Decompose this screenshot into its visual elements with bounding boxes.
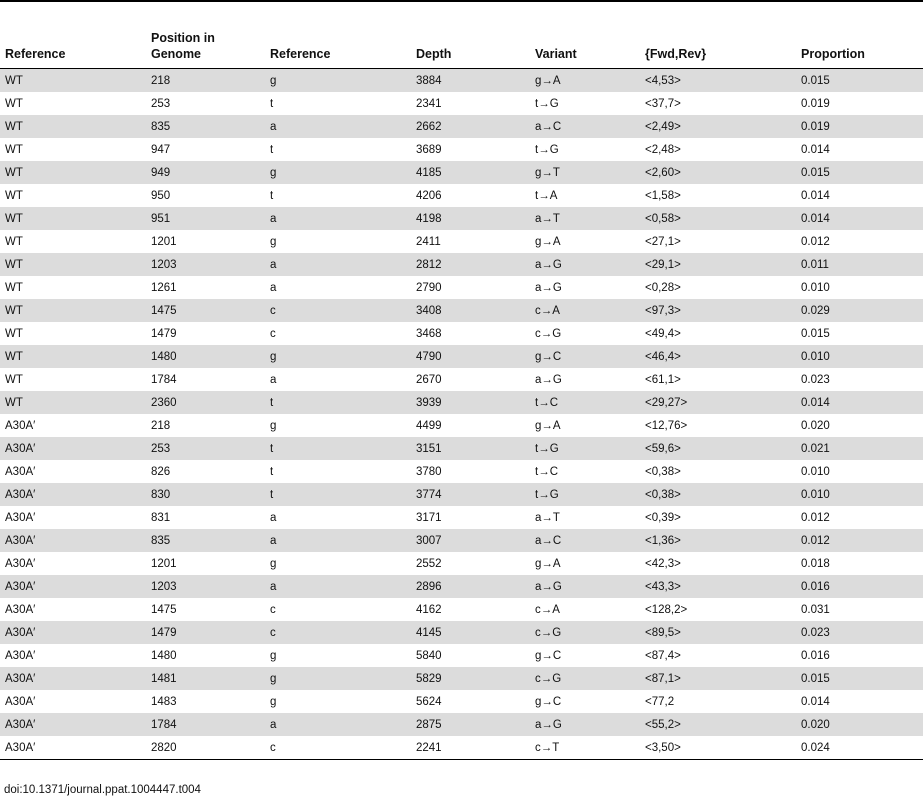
cell-fwd-rev: <42,3>: [640, 552, 796, 575]
cell-depth: 3171: [411, 506, 530, 529]
table-row: [0, 529, 923, 552]
variant-table-container: [0, 2, 923, 760]
table-row: [0, 460, 923, 483]
cell-fwd-rev: <1,36>: [640, 529, 796, 552]
cell-proportion: 0.014: [796, 184, 923, 207]
cell-variant: t→A: [530, 184, 640, 207]
cell-reference-base: a: [265, 506, 411, 529]
header-reference: Reference: [5, 47, 66, 61]
cell-depth: 4790: [411, 345, 530, 368]
cell-variant: a→G: [530, 575, 640, 598]
cell-reference-base: g: [265, 69, 411, 93]
table-row: [0, 368, 923, 391]
table-row: [0, 207, 923, 230]
cell-proportion: 0.020: [796, 713, 923, 736]
cell-fwd-rev: <97,3>: [640, 299, 796, 322]
table-row: [0, 414, 923, 437]
cell-proportion: 0.010: [796, 345, 923, 368]
cell-reference: WT: [0, 391, 146, 414]
cell-reference-base: a: [265, 253, 411, 276]
cell-reference-base: t: [265, 437, 411, 460]
cell-proportion: 0.016: [796, 644, 923, 667]
cell-fwd-rev: <46,4>: [640, 345, 796, 368]
cell-variant: g→C: [530, 345, 640, 368]
cell-reference: WT: [0, 115, 146, 138]
cell-proportion: 0.023: [796, 368, 923, 391]
table-row: [0, 322, 923, 345]
cell-proportion: 0.015: [796, 69, 923, 93]
cell-fwd-rev: <128,2>: [640, 598, 796, 621]
cell-reference: WT: [0, 230, 146, 253]
cell-reference-base: a: [265, 529, 411, 552]
cell-reference-base: c: [265, 598, 411, 621]
header-row: [0, 30, 923, 69]
cell-reference: A30A′: [0, 667, 146, 690]
cell-proportion: 0.012: [796, 506, 923, 529]
cell-proportion: 0.019: [796, 115, 923, 138]
cell-reference: A30A′: [0, 690, 146, 713]
cell-depth: 2411: [411, 230, 530, 253]
cell-depth: 5840: [411, 644, 530, 667]
cell-depth: 3151: [411, 437, 530, 460]
cell-fwd-rev: <0,28>: [640, 276, 796, 299]
cell-reference: WT: [0, 184, 146, 207]
cell-position: 1475: [146, 598, 265, 621]
cell-position: 950: [146, 184, 265, 207]
cell-reference: WT: [0, 161, 146, 184]
cell-depth: 2812: [411, 253, 530, 276]
cell-variant: g→T: [530, 161, 640, 184]
cell-variant: c→G: [530, 621, 640, 644]
cell-position: 1261: [146, 276, 265, 299]
cell-reference-base: g: [265, 667, 411, 690]
cell-position: 1483: [146, 690, 265, 713]
cell-proportion: 0.010: [796, 483, 923, 506]
cell-position: 253: [146, 92, 265, 115]
cell-reference: A30A′: [0, 713, 146, 736]
cell-fwd-rev: <89,5>: [640, 621, 796, 644]
cell-proportion: 0.015: [796, 667, 923, 690]
cell-fwd-rev: <4,53>: [640, 69, 796, 93]
table-header: [0, 2, 923, 69]
cell-variant: a→C: [530, 115, 640, 138]
cell-depth: 4145: [411, 621, 530, 644]
cell-variant: g→A: [530, 552, 640, 575]
cell-depth: 4198: [411, 207, 530, 230]
cell-proportion: 0.014: [796, 138, 923, 161]
cell-depth: 4185: [411, 161, 530, 184]
cell-reference: A30A′: [0, 437, 146, 460]
cell-reference: A30A′: [0, 552, 146, 575]
cell-fwd-rev: <3,50>: [640, 736, 796, 759]
cell-reference: A30A′: [0, 529, 146, 552]
cell-reference-base: t: [265, 483, 411, 506]
cell-reference-base: g: [265, 345, 411, 368]
cell-reference-base: a: [265, 207, 411, 230]
cell-fwd-rev: <55,2>: [640, 713, 796, 736]
cell-proportion: 0.010: [796, 460, 923, 483]
bottom-rule: [0, 759, 923, 760]
cell-depth: 4499: [411, 414, 530, 437]
variant-table: [0, 2, 923, 759]
cell-fwd-rev: <0,39>: [640, 506, 796, 529]
cell-proportion: 0.015: [796, 161, 923, 184]
cell-reference-base: t: [265, 92, 411, 115]
cell-fwd-rev: <12,76>: [640, 414, 796, 437]
cell-proportion: 0.018: [796, 552, 923, 575]
cell-position: 947: [146, 138, 265, 161]
table-row: [0, 667, 923, 690]
cell-variant: a→G: [530, 276, 640, 299]
cell-variant: g→A: [530, 230, 640, 253]
table-row: [0, 230, 923, 253]
cell-reference-base: t: [265, 460, 411, 483]
cell-variant: g→A: [530, 414, 640, 437]
cell-position: 253: [146, 437, 265, 460]
header-position-label: Position in Genome: [151, 31, 215, 61]
cell-position: 1479: [146, 322, 265, 345]
cell-reference: A30A′: [0, 644, 146, 667]
table-body: [0, 69, 923, 760]
cell-reference-base: g: [265, 414, 411, 437]
cell-reference-base: g: [265, 161, 411, 184]
cell-position: 1480: [146, 644, 265, 667]
cell-depth: 3468: [411, 322, 530, 345]
table-row: [0, 276, 923, 299]
header-proportion: Proportion: [801, 47, 865, 61]
cell-variant: a→T: [530, 207, 640, 230]
header-variant: Variant: [535, 47, 577, 61]
cell-position: 835: [146, 115, 265, 138]
cell-fwd-rev: <29,1>: [640, 253, 796, 276]
cell-fwd-rev: <77,2: [640, 690, 796, 713]
table-row: [0, 138, 923, 161]
cell-depth: 3774: [411, 483, 530, 506]
cell-depth: 2896: [411, 575, 530, 598]
cell-variant: a→G: [530, 368, 640, 391]
cell-fwd-rev: <1,58>: [640, 184, 796, 207]
table-row: [0, 161, 923, 184]
cell-depth: 3007: [411, 529, 530, 552]
cell-reference: WT: [0, 276, 146, 299]
cell-reference-base: a: [265, 276, 411, 299]
table-row: [0, 253, 923, 276]
table-row: [0, 299, 923, 322]
cell-reference: A30A′: [0, 483, 146, 506]
cell-fwd-rev: <87,4>: [640, 644, 796, 667]
table-row: [0, 713, 923, 736]
cell-proportion: 0.012: [796, 529, 923, 552]
cell-proportion: 0.029: [796, 299, 923, 322]
header-reference-base: Reference: [270, 47, 331, 61]
cell-variant: a→G: [530, 713, 640, 736]
cell-reference: WT: [0, 69, 146, 93]
cell-variant: a→C: [530, 529, 640, 552]
cell-proportion: 0.024: [796, 736, 923, 759]
table-row: [0, 690, 923, 713]
cell-depth: 3939: [411, 391, 530, 414]
cell-depth: 3780: [411, 460, 530, 483]
cell-fwd-rev: <0,58>: [640, 207, 796, 230]
cell-proportion: 0.014: [796, 391, 923, 414]
cell-reference: A30A′: [0, 460, 146, 483]
cell-fwd-rev: <43,3>: [640, 575, 796, 598]
cell-reference: A30A′: [0, 598, 146, 621]
cell-depth: 2670: [411, 368, 530, 391]
cell-variant: c→A: [530, 598, 640, 621]
cell-depth: 5829: [411, 667, 530, 690]
table-row: [0, 345, 923, 368]
cell-reference-base: c: [265, 299, 411, 322]
cell-reference-base: a: [265, 115, 411, 138]
table-row: [0, 644, 923, 667]
cell-depth: 2790: [411, 276, 530, 299]
cell-reference-base: c: [265, 621, 411, 644]
cell-reference-base: g: [265, 690, 411, 713]
cell-depth: 3689: [411, 138, 530, 161]
cell-depth: 4206: [411, 184, 530, 207]
table-row: [0, 184, 923, 207]
cell-proportion: 0.010: [796, 276, 923, 299]
cell-reference: A30A′: [0, 621, 146, 644]
cell-reference: WT: [0, 138, 146, 161]
cell-position: 1480: [146, 345, 265, 368]
cell-fwd-rev: <2,48>: [640, 138, 796, 161]
table-row: [0, 506, 923, 529]
cell-position: 835: [146, 529, 265, 552]
cell-position: 1479: [146, 621, 265, 644]
table-row: [0, 92, 923, 115]
cell-variant: t→G: [530, 92, 640, 115]
cell-depth: 2662: [411, 115, 530, 138]
cell-position: 949: [146, 161, 265, 184]
cell-fwd-rev: <59,6>: [640, 437, 796, 460]
cell-reference-base: a: [265, 713, 411, 736]
cell-proportion: 0.020: [796, 414, 923, 437]
cell-reference-base: c: [265, 736, 411, 759]
cell-proportion: 0.011: [796, 253, 923, 276]
cell-fwd-rev: <0,38>: [640, 483, 796, 506]
header-depth: Depth: [416, 47, 452, 61]
cell-fwd-rev: <87,1>: [640, 667, 796, 690]
cell-variant: a→G: [530, 253, 640, 276]
cell-proportion: 0.014: [796, 207, 923, 230]
cell-variant: c→A: [530, 299, 640, 322]
table-row: [0, 115, 923, 138]
cell-reference-base: c: [265, 322, 411, 345]
table-row: [0, 391, 923, 414]
cell-proportion: 0.023: [796, 621, 923, 644]
cell-fwd-rev: <2,49>: [640, 115, 796, 138]
cell-depth: 3884: [411, 69, 530, 93]
cell-position: 1784: [146, 713, 265, 736]
cell-reference: A30A′: [0, 414, 146, 437]
cell-fwd-rev: <49,4>: [640, 322, 796, 345]
cell-proportion: 0.015: [796, 322, 923, 345]
cell-depth: 2875: [411, 713, 530, 736]
cell-reference-base: t: [265, 184, 411, 207]
table-row: [0, 598, 923, 621]
cell-variant: t→G: [530, 483, 640, 506]
table-row: [0, 736, 923, 759]
cell-position: 831: [146, 506, 265, 529]
cell-proportion: 0.016: [796, 575, 923, 598]
table-row: [0, 437, 923, 460]
cell-reference-base: g: [265, 552, 411, 575]
cell-variant: c→G: [530, 667, 640, 690]
cell-reference: WT: [0, 368, 146, 391]
cell-depth: 3408: [411, 299, 530, 322]
cell-reference: A30A′: [0, 575, 146, 598]
table-row: [0, 483, 923, 506]
cell-variant: t→C: [530, 391, 640, 414]
cell-fwd-rev: <2,60>: [640, 161, 796, 184]
cell-position: 1203: [146, 575, 265, 598]
cell-proportion: 0.019: [796, 92, 923, 115]
cell-depth: 2552: [411, 552, 530, 575]
cell-reference-base: a: [265, 368, 411, 391]
cell-reference-base: t: [265, 391, 411, 414]
cell-reference: WT: [0, 92, 146, 115]
cell-variant: a→T: [530, 506, 640, 529]
table-row: [0, 552, 923, 575]
cell-depth: 2241: [411, 736, 530, 759]
cell-position: 218: [146, 414, 265, 437]
cell-proportion: 0.012: [796, 230, 923, 253]
cell-variant: t→G: [530, 138, 640, 161]
cell-reference-base: g: [265, 230, 411, 253]
cell-fwd-rev: <27,1>: [640, 230, 796, 253]
cell-position: 2360: [146, 391, 265, 414]
cell-reference: A30A′: [0, 506, 146, 529]
header-position-in-genome: [146, 30, 265, 69]
cell-position: 2820: [146, 736, 265, 759]
cell-position: 1201: [146, 552, 265, 575]
cell-fwd-rev: <61,1>: [640, 368, 796, 391]
cell-reference: A30A′: [0, 736, 146, 759]
cell-depth: 2341: [411, 92, 530, 115]
cell-reference: WT: [0, 345, 146, 368]
cell-variant: g→C: [530, 690, 640, 713]
cell-position: 1784: [146, 368, 265, 391]
cell-variant: t→G: [530, 437, 640, 460]
cell-variant: g→A: [530, 69, 640, 93]
cell-reference: WT: [0, 299, 146, 322]
header-fwd-rev: {Fwd,Rev}: [645, 47, 707, 61]
cell-reference-base: t: [265, 138, 411, 161]
cell-position: 951: [146, 207, 265, 230]
cell-position: 218: [146, 69, 265, 93]
cell-depth: 4162: [411, 598, 530, 621]
cell-depth: 5624: [411, 690, 530, 713]
cell-reference-base: a: [265, 575, 411, 598]
cell-reference-base: g: [265, 644, 411, 667]
cell-proportion: 0.031: [796, 598, 923, 621]
cell-proportion: 0.014: [796, 690, 923, 713]
cell-reference: WT: [0, 207, 146, 230]
cell-position: 1481: [146, 667, 265, 690]
cell-fwd-rev: <29,27>: [640, 391, 796, 414]
table-row: [0, 575, 923, 598]
cell-position: 1203: [146, 253, 265, 276]
cell-variant: c→T: [530, 736, 640, 759]
cell-variant: t→C: [530, 460, 640, 483]
table-row: [0, 621, 923, 644]
cell-fwd-rev: <37,7>: [640, 92, 796, 115]
cell-reference: WT: [0, 322, 146, 345]
cell-position: 830: [146, 483, 265, 506]
cell-variant: g→C: [530, 644, 640, 667]
cell-reference: WT: [0, 253, 146, 276]
doi-caption: doi:10.1371/journal.ppat.1004447.t004: [4, 784, 201, 796]
cell-position: 1201: [146, 230, 265, 253]
table-row: [0, 69, 923, 93]
cell-position: 826: [146, 460, 265, 483]
cell-variant: c→G: [530, 322, 640, 345]
cell-fwd-rev: <0,38>: [640, 460, 796, 483]
cell-position: 1475: [146, 299, 265, 322]
cell-proportion: 0.021: [796, 437, 923, 460]
